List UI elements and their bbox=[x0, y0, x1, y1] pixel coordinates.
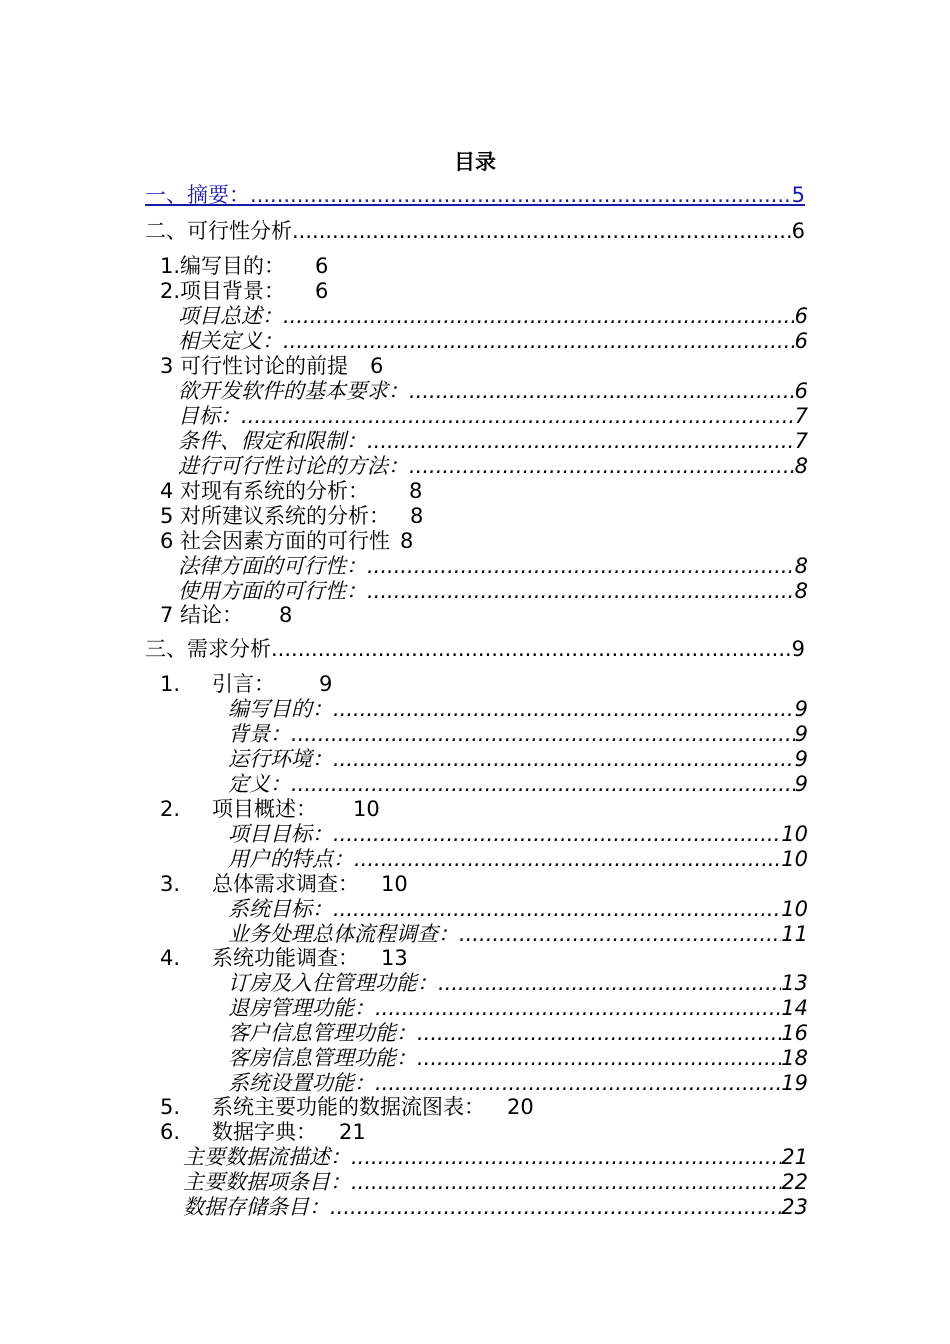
toc-entry-page: 8 bbox=[794, 579, 808, 603]
toc-entry-label: 退房管理功能： bbox=[228, 996, 375, 1020]
toc-entry-purpose[interactable] bbox=[160, 254, 328, 279]
toc-entry-page: 6 bbox=[315, 279, 329, 303]
toc-entry-intro-background[interactable] bbox=[228, 722, 808, 747]
toc-entry-page: 19 bbox=[781, 1071, 808, 1095]
toc-entry-data-flow[interactable] bbox=[160, 1095, 534, 1120]
toc-entry-label: 系统设置功能： bbox=[228, 1071, 375, 1095]
toc-entry-page: 10 bbox=[353, 797, 380, 821]
toc-entry-label: 进行可行性讨论的方法： bbox=[178, 454, 409, 478]
toc-entry-page: 8 bbox=[410, 504, 424, 528]
toc-leader bbox=[291, 772, 795, 797]
toc-leader bbox=[241, 404, 795, 429]
toc-entry-label: 客户信息管理功能： bbox=[228, 1021, 417, 1045]
toc-entry-number: 6. bbox=[160, 1120, 181, 1144]
toc-entry-system-goals[interactable] bbox=[228, 897, 808, 922]
toc-entry-proposed-system[interactable] bbox=[160, 504, 423, 529]
toc-entry-label: 系统目标： bbox=[228, 897, 333, 921]
toc-entry-label: 项目目标： bbox=[228, 822, 333, 846]
toc-entry-room-info[interactable] bbox=[228, 1046, 808, 1071]
toc-entry-label: 欲开发软件的基本要求： bbox=[178, 379, 409, 403]
toc-entry-function-survey[interactable] bbox=[160, 946, 408, 971]
toc-entry-page: 13 bbox=[381, 946, 408, 970]
toc-leader bbox=[375, 996, 781, 1021]
toc-entry-label: 一、摘要： bbox=[145, 183, 250, 207]
toc-entry-label: 背景： bbox=[228, 722, 291, 746]
toc-entry-label: 订房及入住管理功能： bbox=[228, 971, 438, 995]
toc-entry-page: 14 bbox=[781, 996, 808, 1020]
toc-entry-label: 1.编写目的： bbox=[160, 254, 286, 278]
toc-entry-intro-purpose[interactable] bbox=[228, 697, 808, 722]
toc-leader bbox=[283, 304, 795, 329]
toc-entry-page: 6 bbox=[370, 354, 384, 378]
toc-leader bbox=[291, 722, 795, 747]
toc-entry-page: 6 bbox=[791, 219, 805, 243]
toc-entry-page: 21 bbox=[339, 1120, 366, 1144]
toc-entry-page: 8 bbox=[409, 479, 423, 503]
toc-entry-label: 运行环境： bbox=[228, 747, 333, 771]
toc-entry-label: 6 社会因素方面的可行性 bbox=[160, 529, 391, 553]
toc-entry-label: 定义： bbox=[228, 772, 291, 796]
toc-entry-requirements[interactable] bbox=[145, 637, 805, 662]
toc-entry-label: 4 对现有系统的分析： bbox=[160, 479, 370, 503]
toc-entry-label: 三、需求分析 bbox=[145, 637, 271, 661]
toc-entry-number: 5. bbox=[160, 1095, 181, 1119]
toc-entry-page: 10 bbox=[781, 897, 808, 921]
toc-entry-business-process[interactable] bbox=[228, 922, 808, 947]
toc-entry-label: 客房信息管理功能： bbox=[228, 1046, 417, 1070]
toc-entry-number: 4. bbox=[160, 946, 181, 970]
toc-entry-label: 编写目的： bbox=[228, 697, 333, 721]
toc-leader bbox=[375, 1071, 781, 1096]
toc-entry-page: 9 bbox=[794, 747, 808, 771]
toc-leader bbox=[333, 897, 781, 922]
toc-entry-booking-checkin[interactable] bbox=[228, 971, 808, 996]
toc-entry-constraints[interactable] bbox=[178, 429, 808, 454]
toc-leader bbox=[333, 697, 795, 722]
toc-title: 目录 bbox=[454, 150, 496, 174]
toc-entry-page: 9 bbox=[794, 697, 808, 721]
toc-entry-label: 法律方面的可行性： bbox=[178, 554, 367, 578]
toc-entry-page: 22 bbox=[781, 1170, 808, 1194]
toc-leader bbox=[330, 1195, 781, 1220]
toc-entry-page: 20 bbox=[507, 1095, 534, 1119]
toc-entry-background[interactable] bbox=[160, 279, 328, 304]
toc-leader bbox=[271, 637, 792, 662]
toc-entry-methods[interactable] bbox=[178, 454, 808, 479]
toc-entry-premise[interactable] bbox=[160, 354, 383, 379]
toc-entry-label: 项目概述： bbox=[212, 797, 317, 821]
toc-entry-label: 相关定义： bbox=[178, 329, 283, 353]
toc-entry-project-overview[interactable] bbox=[160, 797, 380, 822]
toc-entry-page: 6 bbox=[794, 304, 808, 328]
toc-entry-data-flow-desc[interactable] bbox=[183, 1145, 808, 1170]
toc-entry-label: 引言： bbox=[212, 672, 275, 696]
toc-entry-page: 8 bbox=[794, 554, 808, 578]
toc-entry-label: 使用方面的可行性： bbox=[178, 579, 367, 603]
toc-entry-basic-requirements[interactable] bbox=[178, 379, 808, 404]
toc-entry-page: 8 bbox=[279, 603, 293, 627]
toc-entry-data-storage[interactable] bbox=[183, 1195, 808, 1220]
toc-entry-label: 业务处理总体流程调查： bbox=[228, 922, 459, 946]
toc-entry-page: 13 bbox=[781, 971, 808, 995]
toc-entry-page: 10 bbox=[381, 872, 408, 896]
toc-entry-data-dictionary[interactable] bbox=[160, 1120, 366, 1145]
toc-leader bbox=[354, 847, 781, 872]
toc-entry-intro-definitions[interactable] bbox=[228, 772, 808, 797]
toc-entry-definitions[interactable] bbox=[178, 329, 808, 354]
toc-entry-user-characteristics[interactable] bbox=[228, 847, 808, 872]
toc-entry-introduction[interactable] bbox=[160, 672, 332, 697]
toc-entry-page: 6 bbox=[794, 329, 808, 353]
toc-entry-label: 数据存储条目： bbox=[183, 1195, 330, 1219]
toc-leader bbox=[409, 454, 795, 479]
toc-entry-page: 6 bbox=[794, 379, 808, 403]
toc-leader bbox=[459, 922, 781, 947]
toc-leader bbox=[367, 429, 795, 454]
toc-entry-page: 16 bbox=[781, 1021, 808, 1045]
toc-entry-label: 2.项目背景： bbox=[160, 279, 286, 303]
toc-leader bbox=[351, 1145, 781, 1170]
toc-entry-label: 目标： bbox=[178, 404, 241, 428]
toc-leader bbox=[438, 971, 781, 996]
toc-entry-overall-survey[interactable] bbox=[160, 872, 408, 897]
toc-leader bbox=[409, 379, 795, 404]
toc-leader bbox=[417, 1046, 781, 1071]
toc-entry-page: 23 bbox=[781, 1195, 808, 1219]
toc-entry-conclusion[interactable] bbox=[160, 603, 292, 628]
toc-entry-page: 8 bbox=[400, 529, 414, 553]
toc-entry-page: 21 bbox=[781, 1145, 808, 1169]
toc-entry-page: 10 bbox=[781, 822, 808, 846]
toc-entry-page: 9 bbox=[794, 722, 808, 746]
toc-entry-existing-system[interactable] bbox=[160, 479, 422, 504]
toc-entry-social-feasibility[interactable] bbox=[160, 529, 413, 554]
toc-entry-label: 总体需求调查： bbox=[212, 872, 359, 896]
toc-entry-label: 系统主要功能的数据流图表： bbox=[212, 1095, 485, 1119]
toc-entry-data-items[interactable] bbox=[183, 1170, 808, 1195]
toc-entry-feasibility[interactable] bbox=[145, 219, 805, 244]
toc-leader bbox=[367, 579, 795, 604]
toc-entry-system-settings[interactable] bbox=[228, 1071, 808, 1096]
toc-entry-customer-info[interactable] bbox=[228, 1021, 808, 1046]
toc-entry-number: 1. bbox=[160, 672, 181, 696]
toc-entry-usage-feasibility[interactable] bbox=[178, 579, 808, 604]
toc-entry-page: 7 bbox=[794, 404, 808, 428]
toc-entry-number: 3. bbox=[160, 872, 181, 896]
toc-entry-label: 用户的特点： bbox=[228, 847, 354, 871]
toc-entry-page: 9 bbox=[794, 772, 808, 796]
toc-entry-checkout[interactable] bbox=[228, 996, 808, 1021]
toc-leader bbox=[417, 1021, 781, 1046]
toc-entry-label: 5 对所建议系统的分析： bbox=[160, 504, 391, 528]
toc-entry-label: 主要数据项条目： bbox=[183, 1170, 351, 1194]
toc-leader bbox=[367, 554, 795, 579]
toc-entry-goals[interactable] bbox=[178, 404, 808, 429]
toc-leader bbox=[333, 747, 795, 772]
toc-entry-abstract[interactable] bbox=[145, 183, 805, 208]
toc-entry-page: 10 bbox=[781, 847, 808, 871]
toc-entry-label: 7 结论： bbox=[160, 603, 244, 627]
toc-leader bbox=[351, 1170, 781, 1195]
toc-entry-number: 2. bbox=[160, 797, 181, 821]
toc-entry-project-goals[interactable] bbox=[228, 822, 808, 847]
toc-entry-label: 系统功能调查： bbox=[212, 946, 359, 970]
toc-entry-page: 11 bbox=[781, 922, 808, 946]
toc-entry-page: 18 bbox=[781, 1046, 808, 1070]
toc-entry-label: 条件、假定和限制： bbox=[178, 429, 367, 453]
toc-entry-legal-feasibility[interactable] bbox=[178, 554, 808, 579]
toc-leader bbox=[292, 219, 792, 244]
toc-entry-page: 9 bbox=[319, 672, 333, 696]
toc-entry-page: 6 bbox=[315, 254, 329, 278]
toc-entry-page: 7 bbox=[794, 429, 808, 453]
toc-entry-page: 8 bbox=[794, 454, 808, 478]
toc-leader bbox=[283, 329, 795, 354]
toc-entry-page: 5 bbox=[791, 183, 805, 207]
toc-entry-runtime-environment[interactable] bbox=[228, 747, 808, 772]
toc-leader bbox=[250, 183, 792, 208]
toc-entry-overview[interactable] bbox=[178, 304, 808, 329]
toc-entry-label: 3 可行性讨论的前提 bbox=[160, 354, 349, 378]
toc-entry-label: 数据字典： bbox=[212, 1120, 317, 1144]
toc-entry-label: 主要数据流描述： bbox=[183, 1145, 351, 1169]
toc-entry-page: 9 bbox=[791, 637, 805, 661]
toc-entry-label: 项目总述： bbox=[178, 304, 283, 328]
toc-entry-label: 二、可行性分析 bbox=[145, 219, 292, 243]
toc-leader bbox=[333, 822, 781, 847]
